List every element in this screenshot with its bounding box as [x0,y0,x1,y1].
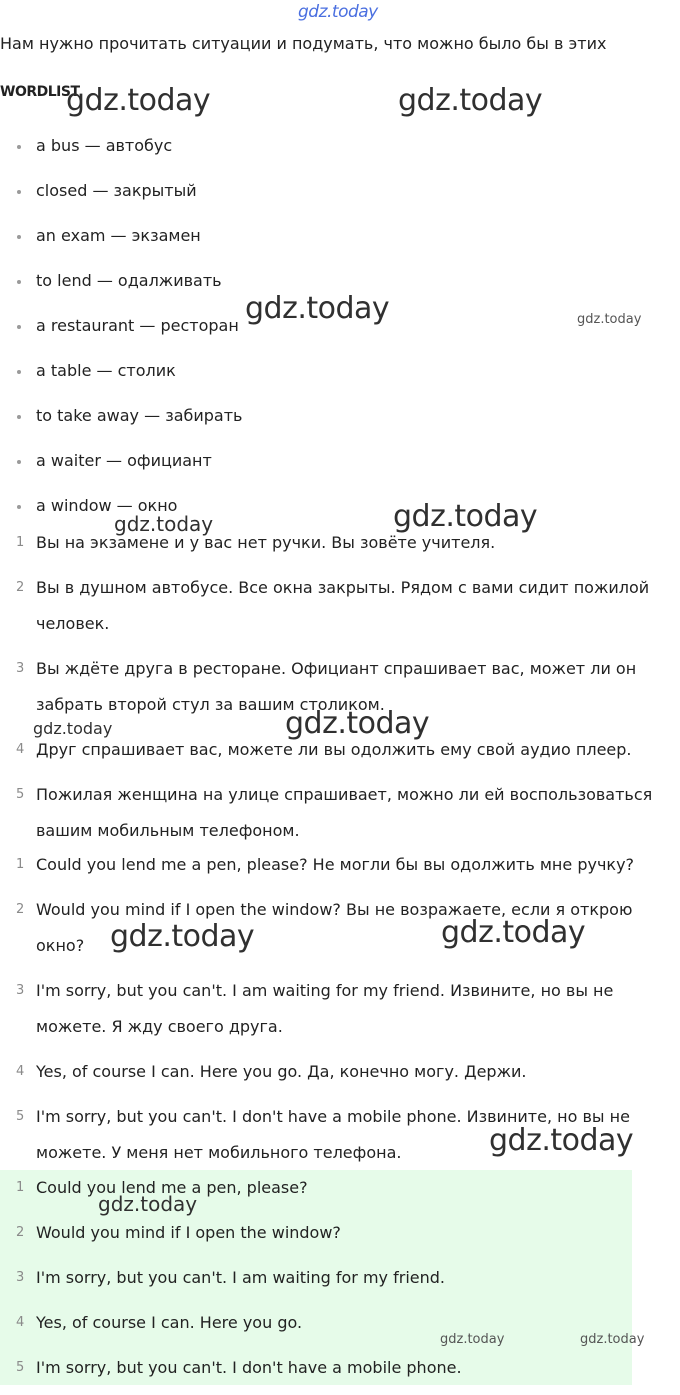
translation-item: 3 I'm sorry, but you can't. I am waiting for my friend. Извините, но вы не можете. Я жду своего друга. [16,981,614,1036]
translation-item: 5 I'm sorry, but you can't. I don't have a mobile phone. Извините, но вы не можете. У меня нет мобильного телефона. [16,1107,630,1162]
watermark: gdz.today [114,512,214,536]
bullet-icon [17,370,21,374]
bullet-icon [17,145,21,149]
list-item: to lend — одалживать [0,267,242,312]
bullet-icon [17,190,21,194]
list-item: a window — окно [0,492,242,537]
watermark: gdz.today [33,719,113,738]
situation-item: 3 Вы ждёте друга в ресторане. Официант спрашивает вас, может ли он забрать второй стул за вашим столиком. [16,659,637,714]
bullet-icon [17,235,21,239]
bullet-icon [17,415,21,419]
situation-item: 4 Друг спрашивает вас, можете ли вы одолжить ему свой аудио плеер. [16,740,632,759]
situation-item: 5 Пожилая женщина на улице спрашивает, можно ли ей воспользоваться вашим мобильным телефоном. [16,785,653,840]
answer-item: 1 Could you lend me a pen, please? [16,1178,308,1197]
intro-text: Нам нужно прочитать ситуации и подумать, что можно было бы в этих [0,34,607,53]
situations-list [0,525,680,849]
bullet-icon [17,325,21,329]
list-item: an exam — экзамен [0,222,242,267]
list-item: a waiter — официант [0,447,242,492]
list-item: a table — столик [0,357,242,402]
site-logo[interactable]: gdz.today [298,2,378,22]
watermark: gdz.today [98,1192,198,1216]
wordlist [0,132,242,537]
translation-item: 1 Could you lend me a pen, please? Не могли бы вы одолжить мне ручку? [16,855,635,874]
bullet-icon [17,505,21,509]
watermark: gdz.today [580,1332,645,1347]
wordlist-heading: WORDLIST [0,84,80,100]
watermark: gdz.today [110,919,255,954]
bullet-icon [17,460,21,464]
answer-item: 4 Yes, of course I can. Here you go. [16,1313,303,1332]
situation-item: 1 Вы на экзамене и у вас нет ручки. Вы зовёте учителя. [16,533,496,552]
answer-item: 5 I'm sorry, but you can't. I don't have a mobile phone. [16,1358,462,1377]
list-item: to take away — забирать [0,402,242,447]
list-item: a bus — автобус [0,132,242,177]
watermark: gdz.today [245,291,390,326]
bullet-icon [17,280,21,284]
watermark: gdz.today [398,83,543,118]
list-item: closed — закрытый [0,177,242,222]
watermark: gdz.today [66,83,211,118]
situation-item: 2 Вы в душном автобусе. Все окна закрыты. Рядом с вами сидит пожилой человек. [16,578,650,633]
answer-item: 2 Would you mind if I open the window? [16,1223,341,1242]
list-item: a restaurant — ресторан [0,312,242,357]
answers-box [0,1170,632,1385]
translation-item: 4 Yes, of course I can. Here you go. Да, конечно могу. Держи. [16,1062,527,1081]
answer-item: 3 I'm sorry, but you can't. I am waiting for my friend. [16,1268,445,1287]
watermark: gdz.today [489,1123,634,1158]
watermark: gdz.today [285,706,430,741]
watermark: gdz.today [441,915,586,950]
watermark: gdz.today [393,499,538,534]
watermark: gdz.today [577,312,642,327]
translation-item: 2 Would you mind if I open the window? Вы не возражаете, если я открою окно? [16,900,633,955]
watermark: gdz.today [440,1332,505,1347]
